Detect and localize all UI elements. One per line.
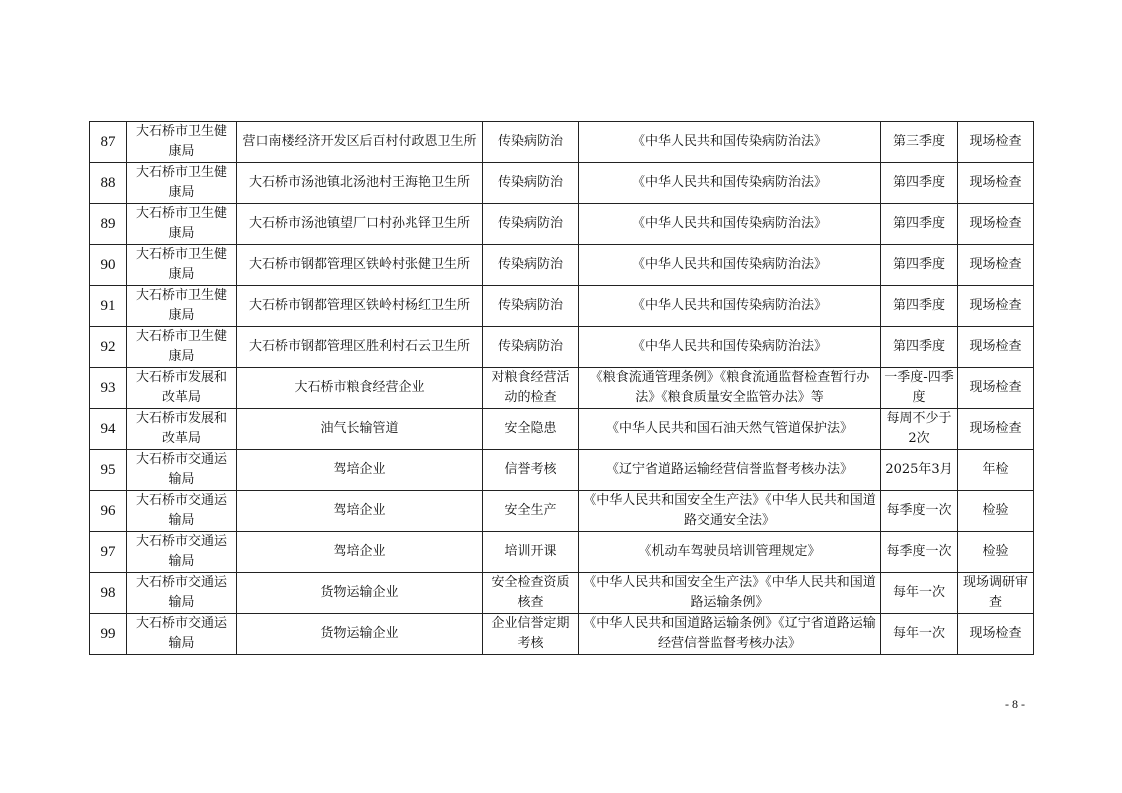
inspection-object-cell: 货物运输企业 (237, 573, 483, 614)
inspection-time-cell: 第四季度 (881, 327, 958, 368)
legal-basis-cell: 《中华人民共和国传染病防治法》 (579, 245, 881, 286)
inspection-method-cell: 现场检查 (958, 614, 1034, 655)
legal-basis-cell: 《中华人民共和国传染病防治法》 (579, 122, 881, 163)
department-cell: 大石桥市卫生健康局 (127, 163, 237, 204)
inspection-item-cell: 信誉考核 (483, 450, 579, 491)
department-cell: 大石桥市交通运输局 (127, 532, 237, 573)
inspection-item-cell: 对粮食经营活动的检查 (483, 368, 579, 409)
inspection-time-cell: 第四季度 (881, 286, 958, 327)
inspection-object-cell: 营口南楼经济开发区后百村付政恩卫生所 (237, 122, 483, 163)
inspection-time-cell: 每年一次 (881, 614, 958, 655)
department-cell: 大石桥市卫生健康局 (127, 245, 237, 286)
inspection-object-cell: 大石桥市钢都管理区胜利村石云卫生所 (237, 327, 483, 368)
legal-basis-cell: 《中华人民共和国传染病防治法》 (579, 204, 881, 245)
inspection-item-cell: 传染病防治 (483, 245, 579, 286)
department-cell: 大石桥市卫生健康局 (127, 286, 237, 327)
inspection-plan-table (89, 121, 1034, 655)
department-cell: 大石桥市卫生健康局 (127, 204, 237, 245)
inspection-time-cell: 每年一次 (881, 573, 958, 614)
table-row (90, 409, 1034, 450)
table-row (90, 245, 1034, 286)
department-cell: 大石桥市交通运输局 (127, 491, 237, 532)
inspection-method-cell: 现场检查 (958, 122, 1034, 163)
legal-basis-cell: 《中华人民共和国传染病防治法》 (579, 327, 881, 368)
inspection-method-cell: 现场检查 (958, 327, 1034, 368)
inspection-method-cell: 现场检查 (958, 286, 1034, 327)
inspection-object-cell: 货物运输企业 (237, 614, 483, 655)
page-number: - 8 - (1005, 697, 1025, 711)
row-number: 89 (90, 204, 127, 245)
inspection-item-cell: 传染病防治 (483, 327, 579, 368)
table-row (90, 573, 1034, 614)
inspection-time-cell: 每季度一次 (881, 532, 958, 573)
inspection-time-cell: 每周不少于2次 (881, 409, 958, 450)
legal-basis-cell: 《中华人民共和国传染病防治法》 (579, 163, 881, 204)
inspection-method-cell: 现场检查 (958, 204, 1034, 245)
row-number: 94 (90, 409, 127, 450)
inspection-item-cell: 安全检查资质核查 (483, 573, 579, 614)
legal-basis-cell: 《粮食流通管理条例》《粮食流通监督检查暂行办法》《粮食质量安全监管办法》等 (579, 368, 881, 409)
table-row (90, 450, 1034, 491)
inspection-object-cell: 油气长输管道 (237, 409, 483, 450)
row-number: 97 (90, 532, 127, 573)
table-row (90, 286, 1034, 327)
department-cell: 大石桥市交通运输局 (127, 450, 237, 491)
inspection-object-cell: 大石桥市汤池镇望厂口村孙兆铎卫生所 (237, 204, 483, 245)
row-number: 88 (90, 163, 127, 204)
inspection-item-cell: 传染病防治 (483, 122, 579, 163)
inspection-item-cell: 安全隐患 (483, 409, 579, 450)
inspection-time-cell: 第四季度 (881, 245, 958, 286)
inspection-item-cell: 传染病防治 (483, 163, 579, 204)
row-number: 95 (90, 450, 127, 491)
inspection-method-cell: 现场检查 (958, 368, 1034, 409)
inspection-item-cell: 企业信誉定期考核 (483, 614, 579, 655)
department-cell: 大石桥市发展和改革局 (127, 409, 237, 450)
inspection-method-cell: 检验 (958, 491, 1034, 532)
inspection-item-cell: 传染病防治 (483, 204, 579, 245)
department-cell: 大石桥市交通运输局 (127, 614, 237, 655)
row-number: 87 (90, 122, 127, 163)
legal-basis-cell: 《辽宁省道路运输经营信誉监督考核办法》 (579, 450, 881, 491)
department-cell: 大石桥市卫生健康局 (127, 327, 237, 368)
table-row (90, 122, 1034, 163)
inspection-item-cell: 安全生产 (483, 491, 579, 532)
inspection-object-cell: 大石桥市钢都管理区铁岭村杨红卫生所 (237, 286, 483, 327)
row-number: 91 (90, 286, 127, 327)
legal-basis-cell: 《中华人民共和国石油天然气管道保护法》 (579, 409, 881, 450)
inspection-item-cell: 传染病防治 (483, 286, 579, 327)
inspection-method-cell: 现场调研审查 (958, 573, 1034, 614)
row-number: 92 (90, 327, 127, 368)
inspection-time-cell: 2025年3月 (881, 450, 958, 491)
table-row (90, 327, 1034, 368)
department-cell: 大石桥市交通运输局 (127, 573, 237, 614)
department-cell: 大石桥市发展和改革局 (127, 368, 237, 409)
row-number: 98 (90, 573, 127, 614)
legal-basis-cell: 《中华人民共和国传染病防治法》 (579, 286, 881, 327)
inspection-method-cell: 年检 (958, 450, 1034, 491)
legal-basis-cell: 《中华人民共和国道路运输条例》《辽宁省道路运输经营信誉监督考核办法》 (579, 614, 881, 655)
row-number: 90 (90, 245, 127, 286)
inspection-time-cell: 每季度一次 (881, 491, 958, 532)
row-number: 99 (90, 614, 127, 655)
inspection-time-cell: 第三季度 (881, 122, 958, 163)
table-row (90, 491, 1034, 532)
legal-basis-cell: 《中华人民共和国安全生产法》《中华人民共和国道路运输条例》 (579, 573, 881, 614)
inspection-method-cell: 现场检查 (958, 245, 1034, 286)
inspection-time-cell: 第四季度 (881, 163, 958, 204)
inspection-method-cell: 现场检查 (958, 409, 1034, 450)
table-row (90, 204, 1034, 245)
inspection-object-cell: 驾培企业 (237, 450, 483, 491)
inspection-method-cell: 检验 (958, 532, 1034, 573)
table-row (90, 163, 1034, 204)
inspection-object-cell: 大石桥市粮食经营企业 (237, 368, 483, 409)
inspection-method-cell: 现场检查 (958, 163, 1034, 204)
inspection-time-cell: 第四季度 (881, 204, 958, 245)
table-row (90, 532, 1034, 573)
row-number: 96 (90, 491, 127, 532)
department-cell: 大石桥市卫生健康局 (127, 122, 237, 163)
inspection-object-cell: 大石桥市汤池镇北汤池村王海艳卫生所 (237, 163, 483, 204)
table-row (90, 368, 1034, 409)
row-number: 93 (90, 368, 127, 409)
inspection-time-cell: 一季度-四季度 (881, 368, 958, 409)
table-body (90, 122, 1034, 655)
inspection-object-cell: 大石桥市钢都管理区铁岭村张健卫生所 (237, 245, 483, 286)
table-row (90, 614, 1034, 655)
legal-basis-cell: 《机动车驾驶员培训管理规定》 (579, 532, 881, 573)
inspection-object-cell: 驾培企业 (237, 532, 483, 573)
inspection-object-cell: 驾培企业 (237, 491, 483, 532)
inspection-item-cell: 培训开课 (483, 532, 579, 573)
legal-basis-cell: 《中华人民共和国安全生产法》《中华人民共和国道路交通安全法》 (579, 491, 881, 532)
